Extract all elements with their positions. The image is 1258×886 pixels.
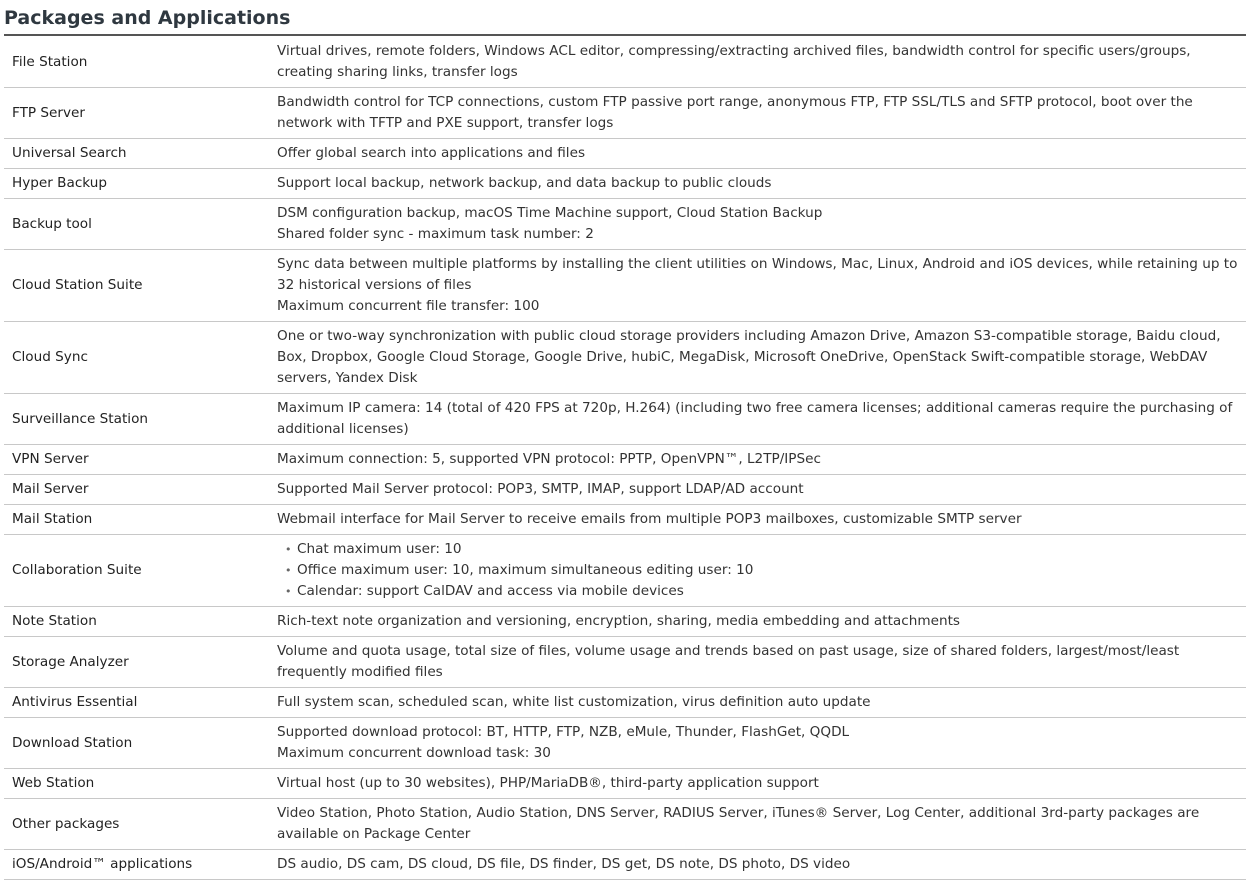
description-line: Supported download protocol: BT, HTTP, FTP, NZB, eMule, Thunder, FlashGet, QQDL <box>277 724 850 740</box>
bullet-item: • Calendar: support CalDAV and access via mobile devices <box>287 581 1240 602</box>
row-description <box>269 322 1246 393</box>
row-description <box>269 475 1246 504</box>
table-row <box>4 322 1246 394</box>
row-description <box>269 718 1246 768</box>
description-line: DS audio, DS cam, DS cloud, DS file, DS finder, DS get, DS note, DS photo, DS video <box>277 856 851 872</box>
description-line: Bandwidth control for TCP connections, custom FTP passive port range, anonymous FTP, FTP SSL/TLS and SFTP protocol, boot over the network with TFTP and PXE support, transfer logs <box>277 94 1193 131</box>
row-label: Backup tool <box>12 215 92 232</box>
row-label: VPN Server <box>12 451 89 467</box>
description-line: One or two-way synchronization with public cloud storage providers including Amazon Drive, Amazon S3-compatible storage, Baidu cloud, Box, Dropbox, Google Cloud Storage, Google Drive, hubiC, MegaDisk, Microsoft OneDrive, OpenStack Swift-compatible storage, WebDAV servers, Yandex Disk <box>277 328 1221 386</box>
table-row <box>4 799 1246 850</box>
description-line: Sync data between multiple platforms by installing the client utilities on Windows, Mac, Linux, Android and iOS devices, while retaining up to 32 historical versions of files <box>277 256 1238 293</box>
row-description <box>269 769 1246 798</box>
table-row <box>4 394 1246 445</box>
row-label: Mail Server <box>12 481 89 497</box>
table-row <box>4 199 1246 250</box>
row-label: Antivirus Essential <box>12 694 138 710</box>
row-description <box>269 850 1246 879</box>
row-description <box>269 535 1246 606</box>
table-row <box>4 169 1246 199</box>
row-label: Download Station <box>12 734 133 751</box>
row-label: Hyper Backup <box>12 175 107 191</box>
row-label: Mail Station <box>12 511 93 527</box>
description-line: DSM configuration backup, macOS Time Machine support, Cloud Station Backup <box>277 205 823 221</box>
table-row <box>4 88 1246 139</box>
bullet-item: • Chat maximum user: 10 <box>287 539 1240 560</box>
row-description <box>269 505 1246 534</box>
row-description <box>269 394 1246 444</box>
description-line: Full system scan, scheduled scan, white list customization, virus definition auto update <box>277 694 871 710</box>
row-description <box>269 37 1246 87</box>
row-description <box>269 607 1246 636</box>
table-row <box>4 637 1246 688</box>
description-line: Shared folder sync - maximum task number: 2 <box>277 226 594 242</box>
row-description <box>269 250 1246 321</box>
description-line: Maximum concurrent download task: 30 <box>277 745 551 761</box>
row-label: Surveillance Station <box>12 410 149 427</box>
row-label: File Station <box>12 53 88 70</box>
section-title: Packages and Applications <box>4 7 291 29</box>
table-row <box>4 505 1246 535</box>
row-description <box>269 139 1246 168</box>
row-description <box>269 637 1246 687</box>
table-row <box>4 37 1246 88</box>
row-label: Universal Search <box>12 145 127 161</box>
row-label: iOS/Android™ applications <box>12 856 193 872</box>
description-line: Maximum connection: 5, supported VPN protocol: PPTP, OpenVPN™, L2TP/IPSec <box>277 451 821 467</box>
table-row <box>4 535 1246 607</box>
row-label: Web Station <box>12 775 95 791</box>
row-label: Collaboration Suite <box>12 562 142 578</box>
description-line: Supported Mail Server protocol: POP3, SMTP, IMAP, support LDAP/AD account <box>277 481 804 497</box>
description-line: Maximum IP camera: 14 (total of 420 FPS at 720p, H.264) (including two free camera licenses; additional cameras require the purchasing of additional licenses) <box>277 400 1233 437</box>
row-description <box>269 169 1246 198</box>
description-line: Virtual drives, remote folders, Windows ACL editor, compressing/extracting archived files, bandwidth control for specific users/groups, creating sharing links, transfer logs <box>277 43 1191 80</box>
row-description <box>269 688 1246 717</box>
description-line: Video Station, Photo Station, Audio Station, DNS Server, RADIUS Server, iTunes® Server, Log Center, additional 3rd-party packages are available on Package Center <box>277 805 1200 842</box>
row-description <box>269 88 1246 138</box>
description-line: Webmail interface for Mail Server to receive emails from multiple POP3 mailboxes, customizable SMTP server <box>277 511 1022 527</box>
row-label: Cloud Sync <box>12 349 88 365</box>
table-row <box>4 718 1246 769</box>
row-description <box>269 799 1246 849</box>
row-description <box>269 445 1246 474</box>
row-description <box>269 199 1246 249</box>
bullet-list <box>277 539 1240 602</box>
description-line: Rich-text note organization and versioning, encryption, sharing, media embedding and attachments <box>277 613 960 629</box>
table-row <box>4 769 1246 799</box>
row-label: FTP Server <box>12 104 85 121</box>
description-line: Volume and quota usage, total size of files, volume usage and trends based on past usage, size of shared folders, largest/most/least frequently modified files <box>277 643 1180 680</box>
table-row <box>4 250 1246 322</box>
row-label: Storage Analyzer <box>12 653 129 670</box>
row-label: Note Station <box>12 613 97 629</box>
bullet-item: • Office maximum user: 10, maximum simultaneous editing user: 10 <box>287 560 1240 581</box>
table-row <box>4 688 1246 718</box>
table-row <box>4 607 1246 637</box>
table-row <box>4 445 1246 475</box>
description-line: Offer global search into applications and files <box>277 145 586 161</box>
spec-table <box>4 37 1246 880</box>
table-row <box>4 475 1246 505</box>
row-label: Other packages <box>12 815 120 832</box>
description-line: Maximum concurrent file transfer: 100 <box>277 298 540 314</box>
table-row <box>4 850 1246 880</box>
description-line: Support local backup, network backup, and data backup to public clouds <box>277 175 772 191</box>
table-row <box>4 139 1246 169</box>
row-label: Cloud Station Suite <box>12 277 143 293</box>
title-divider <box>4 34 1246 36</box>
description-line: Virtual host (up to 30 websites), PHP/MariaDB®, third-party application support <box>277 775 819 791</box>
